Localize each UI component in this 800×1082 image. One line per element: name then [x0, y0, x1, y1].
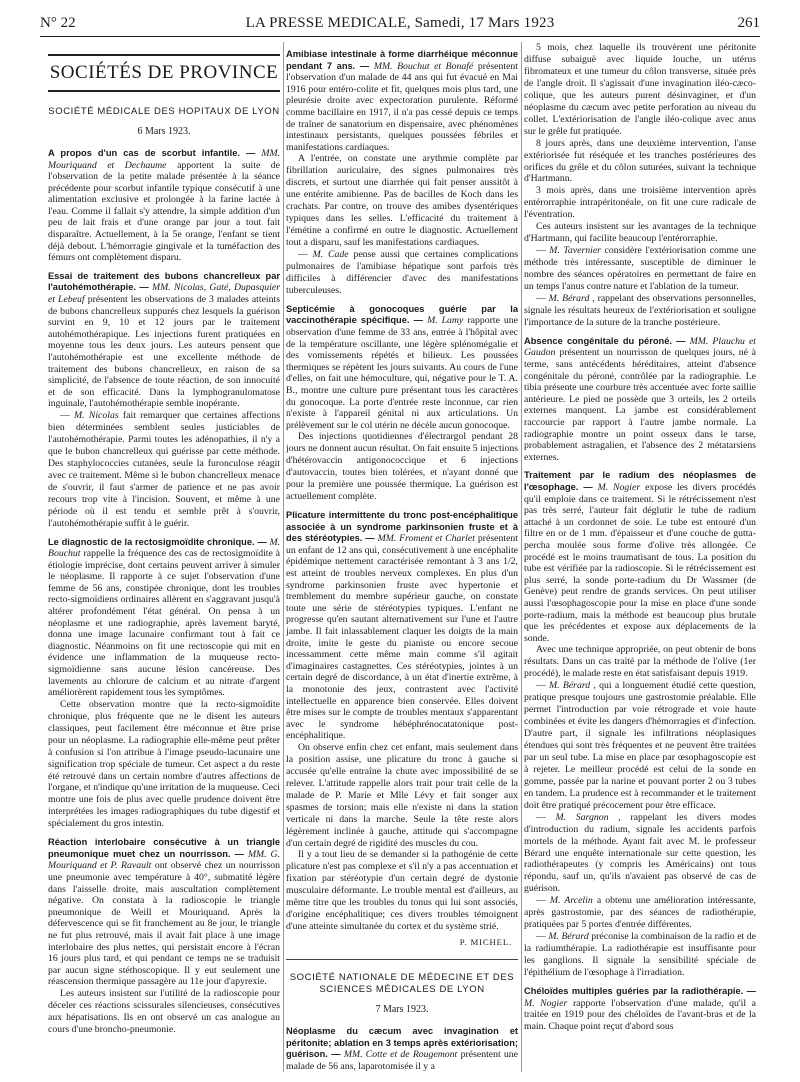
article-text: présentent les observations de 3 malades atteints de bubons chancrelleux suppurés chez lesquels la guérison survint en 9, 10 et 12 jours par le traitement autohémothérapique. Les injections furent pratiquées en moyenne tous les deux jours. Les auteurs pensent que l'autohémothérapie est une excellente méthode de traitement des bubons chancrelleux, en raison de sa simplicité, de l'absence de toute réaction, de son innocuité et de son efficacité. Dans la lymphogranulomatose inguinale, l'autohémothérapie semble inopérante. — [48, 294, 280, 410]
paragraph-text: Avec une technique appropriée, on peut obtenir de bons résultats. Dans un cas traité par la méthode de l'olive (1er procédé), le malade reste en état satisfaisant depuis 1919. — [524, 644, 756, 680]
paragraph — [286, 742, 518, 850]
paragraph: — M. Cade pense aussi que certaines complications pulmonaires de l'amibiase hépatique sont parfois très difficiles à différencier d'avec des manifestations tuberculeuses. — [286, 248, 518, 296]
column-1 — [48, 42, 280, 1074]
article: Chéloïdes multiples guéries par la radiothérapie. — M. Nogier rapporte l'observation d'une malade, qu'il a traitée en 1919 pour des chéloïdes de l'avant-bras et de la main. Chaque point reçut d'abord sous — [524, 986, 756, 1032]
article-text: présentent l'observation d'un malade de 44 ans qui fut évacué en Mai 1916 pour entéro-colite et fit, quelques mois plus tard, une pleurésie droite avec expectoration purulente. Réformé comme bacillaire en 1917, il n'a pas cessé depuis ce temps de traîner de sanatorium en dispensaire, avec phénomènes intestinaux persistants, quelques poussées fébriles et manifestations cardiaques. — [286, 60, 518, 153]
paragraph-authors: M. Bérard — [548, 931, 589, 943]
paragraph-text: 8 jours après, dans une deuxième intervention, l'anse extériorisée fut réséquée et les tranches postérieures des orifices du grêle et du côlon suturées, suivant la technique d'Hartmann. — [524, 137, 756, 185]
issue-number: N° 22 — [40, 15, 76, 31]
paragraph-text: Cette observation montre que la recto-sigmoïdite chronique, plus fréquente que ne le disent les auteurs classiques, peut facilement être méconnue et être prise pour un néoplasme. La radiographie elle-même peut prêter à confusion si l'on attribue à l'image pseudo-lacunaire une signification trop spéciale de tumeur. Cet aspect a du reste été retrouvé dans un certain nombre d'autres affections de l'organe, et n'indique qu'une irritation de la muqueuse. Ceci montre une fois de plus avec quelle prudence doivent être interprétées les images radiographiques du tube digestif et spécialement du gros intestin. — [48, 698, 280, 830]
article-text: présentent une malade de 56 ans, laparotomisée il y a — [286, 1049, 518, 1072]
paragraph — [286, 431, 518, 503]
article-authors: MM. Plauchu et Gaudon — [524, 335, 756, 359]
article-title: Chéloïdes multiples guéries par la radiothérapie. — [524, 986, 744, 996]
article-title: Réaction interlobaire consécutive à un triangle pneumonique muet chez un nourrisson. — [48, 837, 280, 859]
paragraph-authors: M. Bérard — [549, 680, 591, 692]
paragraph — [286, 849, 518, 933]
paragraph-authors: M. Arcelin — [549, 895, 593, 907]
article-text: rappelle la fréquence des cas de rectosigmoïdite à étiologie imprécise, dont certains peuvent arriver à simuler le néoplasme. Il rapporte à ce sujet l'observation d'une femme de 56 ans, constipée chronique, dont les troubles recto-sigmoïdiens ordinaires allèrent en s'aggravant jusqu'à altérer profondément l'état général. On pensa à un néoplasme et une radiographie, après lavement baryté, donna une image lacunaire confirmant tout à fait ce diagnostic. Néanmoins on fit une rectoscopie qui mit en évidence une inflammation de la muqueuse recto-sigmoïdienne sans aucune lésion cancéreuse. Des lavements au chlorure de calcium et au nitrate d'argent améliorèrent rapidement tous les symptômes. — [48, 548, 280, 699]
paragraph-text: 5 mois, chez laquelle ils trouvèrent une péritonite diffuse subaiguë avec liquide louche, un utérus fibromateux et une tumeur du côlon transverse, située près de l'angle droit. Il s'agissait d'une invagination iléo-cæco-colique, que les auteurs purent désinvaginer, et d'un néoplasme du cæcum avec petite perforation au niveau du collet. L'extériorisation de l'angle iléo-colique avec anus sur le grêle fut pratiquée. — [524, 42, 756, 137]
paragraph-text: , rappelant les divers modes d'introduction du radium, signale les accidents parfois mortels de la méthode. Ayant fait avec M. le professeur Bérard une enquête internationale sur cette question, les radiothérapeutes (y compris les Américains) ont tous répondu, sauf un, qu'ils n'avaient pas observé de cas de guérison. — [524, 811, 756, 895]
article-title: Essai de traitement des bubons chancrelleux par l'autohémothérapie. — [48, 270, 280, 293]
paragraph — [524, 138, 756, 186]
article: Absence congénitale du péroné. — MM. Plauchu et Gaudon présentent un nourrisson de quelques jours, né à terme, sans antécédents héréditaires, atteint d'absence congénitale du péroné, contrôlée par la radiographie. Le tibia présente une courbure très accentuée avec forte saillie antérieure. Le pied ne possède que 3 orteils, les 2 orteils externes manquent. La jambe est considérablement raccourcie par rapport à l'autre jambe normale. La radiographie montre un point osseux dans le tarse, probablement astragalien, et l'absence des 2 métatarsiens externes. — [524, 335, 756, 463]
article-authors: M. Bouchut — [48, 536, 280, 560]
header-rule — [40, 36, 760, 37]
article-title: Traitement par le radium des néoplasmes de l'œsophage. — [524, 470, 756, 492]
running-header — [40, 12, 760, 34]
journal-title: LA PRESSE MEDICALE, Samedi, 17 Mars 1923 — [245, 15, 555, 31]
society-title: SOCIÉTÉ MÉDICALE DES HOPITAUX DE LYON — [48, 106, 280, 117]
article-text: apportent la suite de l'observation de la petite malade présentée à la séance précédente pour scorbut infantile typique consécutif à une alimentation exclusive et prolongée à la farine lactée à l'eau. Comme il fallait s'y attendre, la simple addition d'un peu de lait frais et d'une orange par jour a tout fait disparaître. Actuellement, à la 5e orange, l'enfant se tient déjà debout. L'hémorragie gingivale et la tuméfaction des fémurs ont complètement disparu. — [48, 159, 280, 264]
section-title: SOCIÉTÉS DE PROVINCE — [48, 54, 280, 92]
paragraph — [48, 699, 280, 830]
article-authors: M. Nogier — [597, 482, 641, 493]
article-authors: MM. Cotte et de Rougemont — [343, 1049, 458, 1061]
paragraph: — M. Bérard , rappelant des observations personnelles, signale les résultats heureux de l'extériorisation et souligne l'importance de la suture de la tranche postérieure. — [524, 293, 756, 328]
article: Amibiase intestinale à forme diarrhéique méconnue pendant 7 ans. — MM. Bouchut et Bonafé présentent l'observation d'un malade de 44 ans qui fut évacué en Mai 1916 pour entéro-colite et fit, quelques mois plus tard, une pleurésie droite avec expectoration purulente. Réformé comme bacillaire en 1917, il n'a pas cessé depuis ce temps de traîner de sanatorium en dispensaire, avec phénomènes intestinaux persistants, quelques poussées fébriles et manifestations cardiaques. — [286, 49, 518, 153]
column-divider — [521, 42, 522, 1072]
paragraph-text: , qui a longuement étudié cette question, pratique presque toujours une gastrostomie préalable. Elle permet l'introduction par voie rétrograde et voie haute combinées et évite les dangers d'hémorragies et d'infection. D'autre part, il signale les infiltrations néoplasiques étendues qui sont très fréquentes et ne peuvent être traitées par un seul tube. La mise en place par œsophagoscopie est à rejeter. Le meilleur procédé est celui de la sonde en gomme, passée par la narine et pouvant porter 2 ou 3 tubes en tandem. La prudence est à recommander et le traitement doit être pratiqué précocement pour être efficace. — [524, 680, 756, 811]
paragraph-text: fait remarquer que certaines affections bien déterminées semblent seules justiciables de l'autohémothérapie. Parmi toutes les adénopathies, il n'y a que le bubon chancrelleux qui guérisse par cette méthode. Des staphylococcies cutanées, seule la furonculose réagit avec ce traitement. Même si le bubon chancrelleux menace de s'ouvrir, il faut s'armer de patience et ne pas avoir recours trop vite à l'incision. Souvent, et même à une période où il est tendu et semble prêt à s'ouvrir, l'autohémothérapie suffit à le guérir. — [48, 409, 280, 529]
paragraph: — M. Sargnon , rappelant les divers modes d'introduction du radium, signale les accidents parfois mortels de la méthode. Ayant fait avec M. le professeur Bérard une enquête internationale sur cette question, les radiothérapeutes (y compris les Américains) ont tous répondu, sauf un, qu'ils n'avaient pas observé de cas de guérison. — [524, 811, 756, 895]
article-title: Néoplasme du cæcum avec invagination et péritonite; ablation en 3 temps après extériorisation; guérison. — [286, 1025, 518, 1060]
paragraph: — M. Bérard préconise la combinaison de la radio et de la radiumthérapie. La radiothérapie est insuffisante pour les ganglions. Il signale la sensibilité spéciale de l'épithélium de l'œsophage à l'irradiation. — [524, 931, 756, 979]
article-authors: M. Nogier — [524, 997, 568, 1009]
paragraph-text: Des injections quotidiennes d'électrargol pendant 28 jours ne donnent aucun résultat. On fait ensuite 5 injections d'hétérovaccin antigonococcique et 6 injections d'autovaccin, toutes bien tolérées, et n'ayant donné que pour la première une poussée thermique. La guérison est actuellement complète. — [286, 431, 518, 503]
paragraph: — M. Nicolas fait remarquer que certaines affections bien déterminées semblent seules justiciables de l'autohémothérapie. Parmi toutes les adénopathies, il n'y a que le bubon chancrelleux qui guérisse par cette méthode. Des staphylococcies cutanées, seule la furonculose réagit avec ce traitement. Même si le bubon chancrelleux menace de s'ouvrir, il faut s'armer de patience et ne pas avoir recours trop vite à l'incision. Souvent, et même à une période où il est tendu et semble prêt à s'ouvrir, l'autohémothérapie suffit à le guérir. — [48, 409, 280, 529]
article-text: ont observé chez un nourrisson une pneumonie avec température à 40°, submatité légère dans l'aisselle droite, mais auscultation complètement négative. On constata à la radioscopie le triangle pneumonique de Weill et Mouriquand. Après la défervescence qui se fit franchement au 8e jour, le triangle ne fut plus retrouvé, mais il avait fait place à une image interlobaire des plus nettes, qui persistait encore à l'écran 16 jours plus tard, et qui pendant ce temps ne se traduisit par aucun signe stéthoscopique. Il y eut seulement une réascension thermique passagère au 11e jour d'apyrexie. — [48, 860, 280, 988]
paragraph-text: pense aussi que certaines complications pulmonaires de l'amibiase hépatique sont parfois très difficiles à différencier d'avec des manifestations tuberculeuses. — [286, 248, 518, 296]
society-title: SOCIÉTÉ NATIONALE DE MÉDECINE ET DES SCIENCES MÉDICALES DE LYON — [286, 959, 518, 996]
article: Le diagnostic de la rectosigmoïdite chronique. — M. Bouchut rappelle la fréquence des cas de rectosigmoïdite à étiologie imprécise, dont certains peuvent arriver à simuler le néoplasme. Il rapporte à ce sujet l'observation d'une femme de 56 ans, constipée chronique, dont les troubles recto-sigmoïdiens ordinaires allèrent en s'aggravant jusqu'à altérer profondément l'état général. On pensa à un néoplasme et une radiographie, après lavement baryté, donna une image lacunaire confirmant tout à fait ce diagnostic. Néanmoins on fit une rectoscopie qui mit en évidence une inflammation de la muqueuse recto-sigmoïdienne sans aucune lésion cancéreuse. Des lavements au chlorure de calcium et au nitrate d'argent améliorèrent rapidement tous les symptômes. — [48, 536, 280, 699]
signature: P. MICHEL. — [459, 937, 512, 948]
article-authors: MM. Froment et Charlet — [377, 533, 475, 545]
paragraph — [524, 185, 756, 221]
article-title: Absence congénitale du péroné. — [524, 335, 672, 346]
paragraph-text: Ces auteurs insistent sur les avantages de la technique d'Hartmann, qui facilite beaucoup l'entérorraphie. — [524, 221, 756, 245]
paragraph — [48, 988, 280, 1036]
paragraph-text: 3 mois après, dans une troisième intervention après entérorraphie intrapéritonéale, on fit une cure radicale de l'éventration. — [524, 185, 756, 221]
article: Néoplasme du cæcum avec invagination et péritonite; ablation en 3 temps après extériorisation; guérison. — MM. Cotte et de Rougemont présentent une malade de 56 ans, laparotomisée il y a — [286, 1025, 518, 1072]
paragraph-authors: M. Bérard — [548, 293, 590, 305]
paragraph-text: Les auteurs insistent sur l'utilité de la radioscopie pour déceler ces réactions scissurales silencieuses, consécutives aux hépatisations. Ils en ont observé un cas analogue au cours d'une broncho-pneumonie. — [48, 988, 280, 1035]
paragraph-text: On observe enfin chez cet enfant, mais seulement dans la position assise, une plicature du tronc à gauche si accusée qu'elle entraîne la chute avec impossibilité de se relever. L'attitude rappelle alors trait pour trait celle de la malade de P. Marie et Mlle Lévy et fait songer aux spasmes de torsion; mais elle n'existe ni dans la station verticale ni dans la marche. Seule la tête reste alors légèrement inclinée à gauche, attitude qui s'accompagne d'un certain degré de rigidité des muscles du cou. — [286, 741, 518, 849]
article-title: A propos d'un cas de scorbut infantile. — [48, 147, 240, 158]
article-text: présentent un nourrisson de quelques jours, né à terme, sans antécédents héréditaires, atteint d'absence congénitale du péroné, contrôlée par la radiographie. Le tibia présente une courbure très accentuée avec forte saillie antérieure. Le pied ne possède que 3 orteils, les 2 orteils externes manquent. La jambe est considérablement raccourcie par rapport à l'autre jambe normale. La radiographie montre un point osseux dans le tarse, probablement astragalien, et l'absence des 2 métatarsiens externes. — [524, 347, 756, 463]
paragraph-text: A l'entrée, on constate une arythmie complète par fibrillation auriculaire, des signes pulmonaires très discrets, et surtout une diarrhée qui fait penser aussitôt à une entérite amibienne. Pas de bacilles de Koch dans les crachats. Par contre, on trouve des amibes dysentériques typiques dans les selles. L'efficacité du traitement à l'émétine a confirmé en outre le diagnostic. Actuellement tout a disparu, sauf les manifestations cardiaques. — [286, 153, 518, 249]
article-authors: MM. Bouchut et Bonafé — [373, 60, 474, 72]
article-text: présentent un enfant de 12 ans qui, consécutivement à une encéphalite épidémique nettement caractérisée remontant à 3 ans 1/2, est atteint de troubles nerveux complexes. En plus d'un syndrome parkinsonien fruste avec hypertonie et tremblement du membre supérieur gauche, on constate toute une série de stéréotypies typiques. L'enfant ne progresse qu'en sautant alternativement sur l'une et l'autre jambe. Il fait inlassablement claquer les doigts de la main droite, imite le geste du pianiste ou encore secoue incessamment cette même main comme s'il agitait d'imaginaires castagnettes. Ces stéréotypies, jointes à un certain degré de discordance, à un état d'inertie extrême, à la monotonie des jeux, contrastent avec l'activité intellectuelle en apparence bien conservée. Elles doivent être mises sur le compte de troubles mentaux s'apparentant avec le syndrome hébéphrénocatatonique post-encéphalitique. — [286, 533, 518, 742]
article: Plicature intermittente du tronc post-encéphalitique associée à un syndrome parkinsonien fruste et à des stéréotypies. — MM. Froment et Charlet présentent un enfant de 12 ans qui, consécutivement à une encéphalite épidémique nettement caractérisée remontant à 3 ans 1/2, est atteint de troubles nerveux complexes. En plus d'un syndrome parkinsonien fruste avec hypertonie et tremblement du membre supérieur gauche, on constate toute une série de stéréotypies typiques. L'enfant ne progresse qu'en sautant alternativement sur l'une et l'autre jambe. Il fait inlassablement claquer les doigts de la main droite, imite le geste du pianiste ou encore secoue incessamment cette même main comme s'il agitait d'imaginaires castagnettes. Ces stéréotypies, jointes à un certain degré de discordance, à un état d'inertie extrême, à la monotonie des jeux, contrastent avec l'activité intellectuelle en apparence bien conservée. Elles doivent être mises sur le compte de troubles mentaux s'apparentant avec le syndrome hébéphrénocatatonique post-encéphalitique. — [286, 510, 518, 742]
article-text: rapporte une observation d'une femme de 33 ans, entrée à l'hôpital avec de la température oscillante, une légère splénomégalie et des vomissements répétés et bilieux. Les poussées thermiques se répètent les jours suivants. Au cours de l'une d'elles, on fait une hémoculture, qui, négative pour le T. A. B., montre une culture pure présentant tous les caractères du gonocoque. La porte d'entrée reste inconnue, car rien n'existe à l'appareil génital ni aux articulations. Un prélèvement sur le col utérin ne décèle aucun gonocoque. — [286, 315, 518, 431]
paragraph-authors: M. Tavernier — [549, 245, 601, 257]
article-title: Septicémie à gonocoques guérie par la vaccinothérapie spécifique. — [286, 303, 518, 326]
article-title: Le diagnostic de la rectosigmoïdite chronique. — [48, 536, 255, 547]
article-text: rapporte l'observation d'une malade, qu'il a traitée en 1919 pour des chéloïdes de l'avant-bras et de la main. Chaque point reçut d'abord sous — [524, 997, 756, 1032]
paragraph-text: Il y a tout lieu de se demander si la pathogénie de cette plicature n'est pas complexe et s'il n'y a pas accentuation et fixation par stéréotypie d'un certain degré de dystonie musculaire déformante. Le trouble mental est d'ailleurs, au même titre que les troubles du tonus qui lui sont associés, d'origine encéphalitique; ces divers troubles témoignent d'une atteinte simultanée du cortex et du système strié. — [286, 849, 518, 933]
article-title: Plicature intermittente du tronc post-encéphalitique associée à un syndrome parkinsonien fruste et à des stéréotypies. — [286, 510, 518, 544]
page-number: 261 — [737, 15, 760, 31]
paragraph-authors: M. Cade — [312, 248, 349, 260]
article: Essai de traitement des bubons chancrelleux par l'autohémothérapie. — MM. Nicolas, Gaté, Dupasquier et Lebeuf présentent les observations de 3 malades atteints de bubons chancrelleux suppurés chez lesquels la guérison survint en 9, 10 et 12 jours par le traitement autohémothérapique. Les injections furent pratiquées en moyenne tous les deux jours. Les auteurs pensent que l'autohémothérapie est une excellente méthode de traitement des bubons chancrelleux, en raison de sa simplicité, de l'absence de toute réaction, de son innocuité et de son efficacité. Dans la lymphogranulomatose inguinale, l'autohémothérapie semble inopérante. — [48, 270, 280, 410]
session-date: 7 Mars 1923. — [375, 1004, 429, 1016]
article: A propos d'un cas de scorbut infantile. — MM. Mouriquand et Dechaume apportent la suite de l'observation de la petite malade présentée à la séance précédente pour scorbut infantile typique consécutif à une alimentation exclusive et prolongée à la farine lactée à l'eau. Comme il fallait s'y attendre, la simple addition d'un peu de lait frais et d'une orange par jour a tout fait disparaître. Actuellement, à la 5e orange, l'enfant se tient déjà debout. L'hémorragie gingivale et la tuméfaction des fémurs ont complètement disparu. — [48, 147, 280, 264]
paragraph — [524, 221, 756, 245]
paragraph-text: considère l'extériorisation comme une méthode très intéressante, susceptible de diminuer le nombre des séances opératoires en permettant de faire en un temps l'anus contre nature et l'ablation de la tumeur. — [524, 245, 756, 293]
column-3 — [524, 42, 756, 1074]
paragraph — [286, 153, 518, 249]
paragraph: — M. Bérard , qui a longuement étudié cette question, pratique presque toujours une gastrostomie préalable. Elle permet l'introduction par voie rétrograde et voie haute combinées et évite les dangers d'hémorragies et d'infection. D'autre part, il signale les infiltrations néoplasiques étendues qui sont très fréquentes et ne peuvent être traitées par un seul tube. La mise en place par œsophagoscopie est à rejeter. Le meilleur procédé est celui de la sonde en gomme, passée par la narine et pouvant porter 2 ou 3 tubes en tandem. La prudence est à recommander et le traitement doit être pratiqué précocement pour être efficace. — [524, 680, 756, 811]
paragraph-authors: M. Sargnon — [555, 811, 609, 823]
article: Septicémie à gonocoques guérie par la vaccinothérapie spécifique. — M. Lamy rapporte une observation d'une femme de 33 ans, entrée à l'hôpital avec de la température oscillante, une légère splénomégalie et des vomissements répétés et bilieux. Les poussées thermiques se répètent les jours suivants. Au cours de l'une d'elles, on fait une hémoculture, qui, négative pour le T. A. B., montre une culture pure présentant tous les caractères du gonocoque. La porte d'entrée reste inconnue, car rien n'existe à l'appareil génital ni aux articulations. Un prélèvement sur le col utérin ne décèle aucun gonocoque. — [286, 303, 518, 431]
article-authors: MM. G. Mouriquand et P. Ravault — [48, 848, 280, 872]
paragraph-text: a obtenu une amélioration intéressante, après gastrostomie, par des séances de radiothérapie, pratiquées par 5 portes d'entrée différentes. — [524, 895, 756, 931]
paragraph — [524, 42, 756, 138]
article: Réaction interlobaire consécutive à un triangle pneumonique muet chez un nourrisson. — MM. G. Mouriquand et P. Ravault ont observé chez un nourrisson une pneumonie avec température à 40°, submatité légère dans l'aisselle droite, mais auscultation complètement négative. On constata à la radioscopie le triangle pneumonique de Weill et Mouriquand. Après la défervescence qui se fit franchement au 8e jour, le triangle ne fut plus retrouvé, mais il avait fait place à une image interlobaire des plus nettes, qui persistait encore à l'écran 16 jours plus tard, et qui pendant ce temps ne se traduisit par aucun signe stéthoscopique. Il y eut seulement une réascension thermique passagère au 11e jour d'apyrexie. — [48, 837, 280, 988]
paragraph: — M. Arcelin a obtenu une amélioration intéressante, après gastrostomie, par des séances de radiothérapie, pratiquées par 5 portes d'entrée différentes. — [524, 895, 756, 931]
paragraph — [524, 644, 756, 680]
article: Traitement par le radium des néoplasmes de l'œsophage. — M. Nogier expose les divers procédés qu'il emploie dans ce traitement. Si le rétrécissement n'est pas très serré, l'auteur fait déglutir le tube de radium attaché à un cordonnet de soie. Le tube est entouré d'un filtre en or de 1 mm. d'épaisseur et d'une couche de gutta-percha moulée sous forme d'olive très allongée. Ce procédé est le moins traumatisant de tous. La position du tube est vérifiée par la radioscopie. Si le rétrécissement est plus serré, la sonde porte-radium du Dr Wassmer (de Genève) peut rendre de grands services. On peut utiliser aussi l'œsophagoscopie pour la mise en place d'une sonde porte-radium, mais la méthode est beaucoup plus brutale que les précédentes et expose aux déplacements de la sonde. — [524, 470, 756, 644]
session-date: 6 Mars 1923. — [137, 125, 191, 137]
article-authors: M. Lamy — [427, 315, 464, 327]
paragraph: — M. Tavernier considère l'extériorisation comme une méthode très intéressante, susceptible de diminuer le nombre des séances opératoires en permettant de faire en un temps l'anus contre nature et l'ablation de la tumeur. — [524, 245, 756, 293]
article-authors: MM. Mouriquand et Dechaume — [48, 147, 280, 171]
paragraph-text: préconise la combinaison de la radio et de la radiumthérapie. La radiothérapie est insuffisante pour les ganglions. Il signale la sensibilité spéciale de l'épithélium de l'œsophage à l'irradiation. — [524, 931, 756, 979]
paragraph-text: , rappelant des observations personnelles, signale les résultats heureux de l'extériorisation et souligne l'importance de la suture de la tranche postérieure. — [524, 293, 756, 328]
article-text: expose les divers procédés qu'il emploie dans ce traitement. Si le rétrécissement n'est pas très serré, l'auteur fait déglutir le tube de radium attaché à un cordonnet de soie. Le tube est entouré d'un filtre en or de 1 mm. d'épaisseur et d'une couche de gutta-percha moulée sous forme d'olive très allongée. Ce procédé est le moins traumatisant de tous. La position du tube est vérifiée par la radioscopie. Si le rétrécissement est plus serré, la sonde porte-radium du Dr Wassmer (de Genève) peut rendre de grands services. On peut utiliser aussi l'œsophagoscopie pour la mise en place d'une sonde porte-radium, mais la méthode est beaucoup plus brutale que les précédentes et expose aux déplacements de la sonde. — [524, 482, 756, 644]
article-authors: MM. Nicolas, Gaté, Dupasquier et Lebeuf — [48, 282, 280, 306]
column-2 — [286, 42, 518, 1074]
paragraph-authors: M. Nicolas — [74, 409, 119, 421]
article-title: Amibiase intestinale à forme diarrhéique méconnue pendant 7 ans. — [286, 49, 518, 71]
column-divider — [283, 42, 284, 1072]
